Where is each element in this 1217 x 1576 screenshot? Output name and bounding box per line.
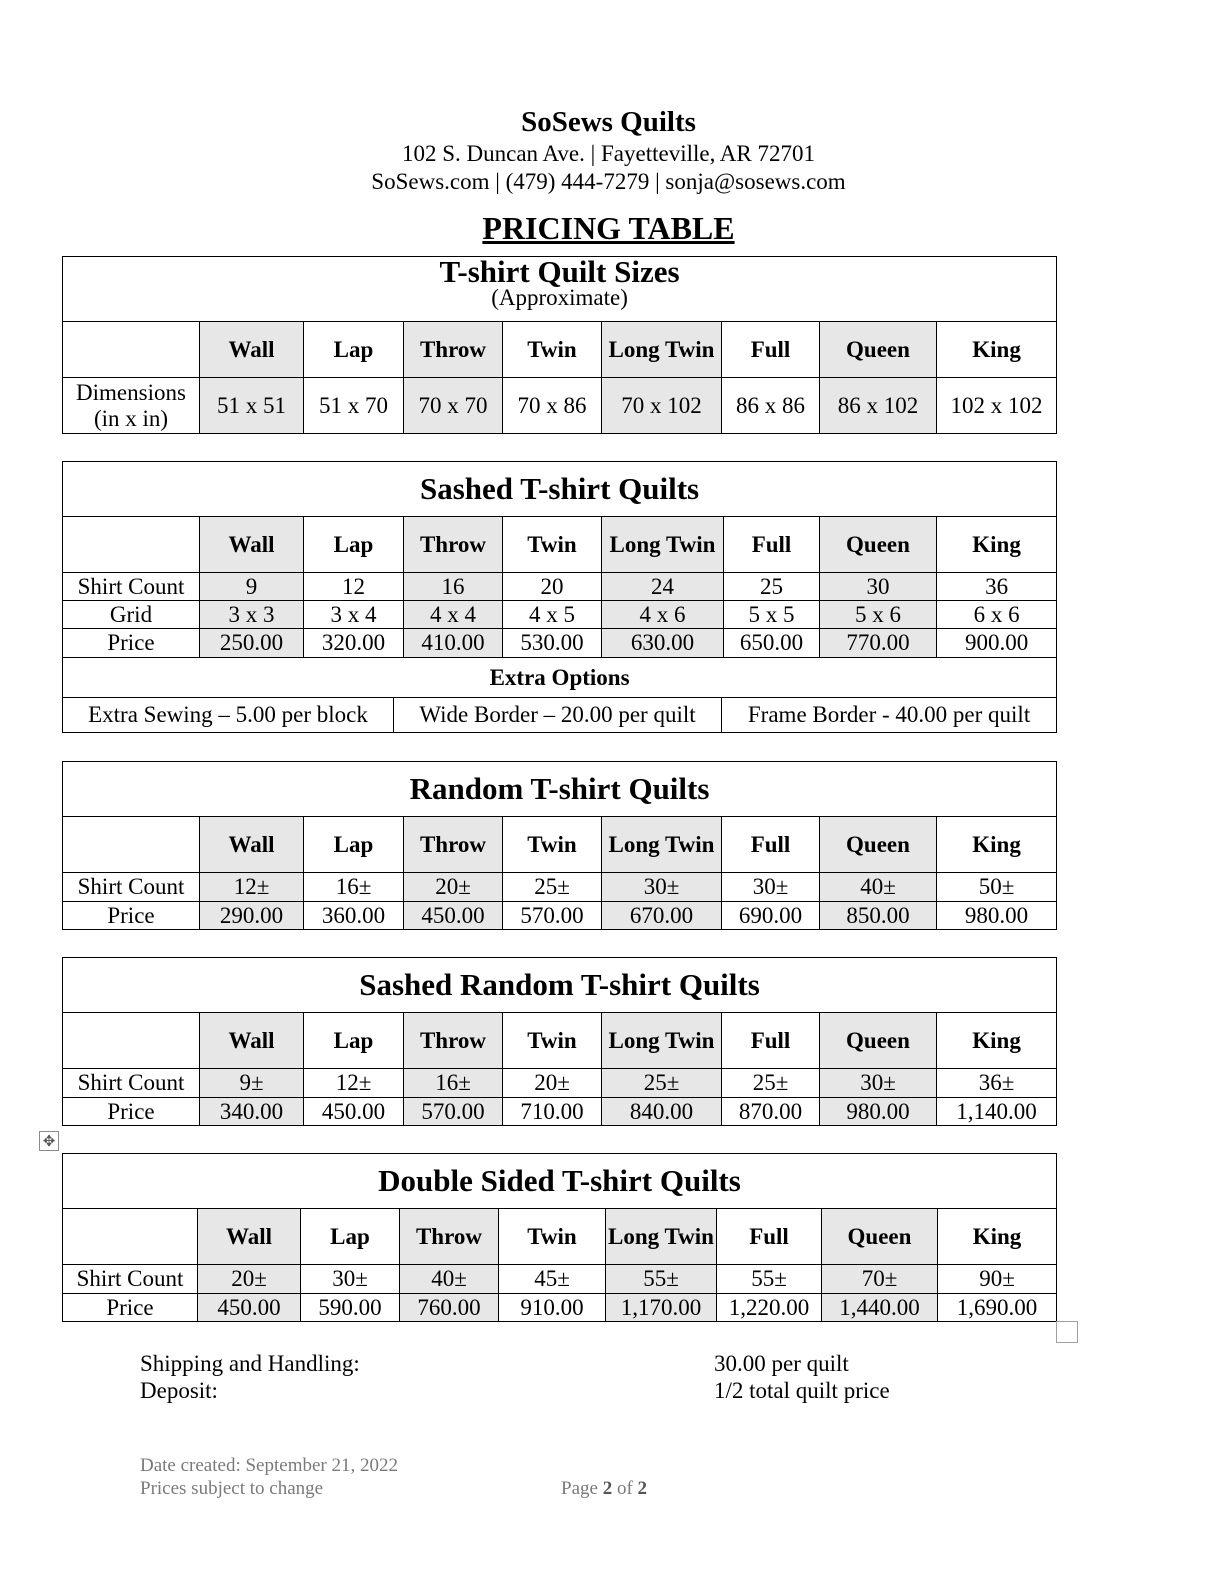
table-cell: 690.00	[722, 902, 820, 930]
page-current: 2	[602, 1478, 613, 1499]
table-cell: 25±	[602, 1069, 722, 1098]
row-label: Price	[63, 629, 200, 658]
row-label: Shirt Count	[63, 1265, 198, 1294]
column-header: King	[937, 1013, 1057, 1069]
table-cell: 36	[937, 573, 1057, 601]
table-cell: 30±	[820, 1069, 937, 1098]
table-cell: 40±	[820, 873, 937, 902]
corner-cell	[63, 517, 200, 573]
column-header: Throw	[404, 1013, 503, 1069]
column-header: Twin	[503, 817, 602, 873]
table-cell: 870.00	[722, 1098, 820, 1126]
sashed-table	[62, 461, 1057, 733]
table-cell: 16	[404, 573, 503, 601]
table-cell: 3 x 4	[304, 601, 404, 629]
table-cell: 980.00	[937, 902, 1057, 930]
column-header: Throw	[404, 322, 503, 378]
table-cell: 51 x 70	[304, 378, 404, 434]
table-cell: 24	[602, 573, 724, 601]
column-header: Queen	[820, 517, 937, 573]
page-number	[561, 1477, 647, 1501]
double-sided-table-title: Double Sided T-shirt Quilts	[63, 1154, 1057, 1209]
table-cell: 20±	[198, 1265, 301, 1294]
business-contact: SoSews.com | (479) 444-7279 | sonja@sosews.com	[371, 169, 846, 194]
business-address: 102 S. Duncan Ave. | Fayetteville, AR 72701	[401, 141, 816, 166]
table-cell: 20±	[404, 873, 503, 902]
table-cell: 1,690.00	[938, 1294, 1057, 1322]
table-cell: 25	[724, 573, 820, 601]
column-header: Wall	[198, 1209, 301, 1265]
table-cell: 450.00	[198, 1294, 301, 1322]
column-header: Throw	[404, 517, 503, 573]
table-cell: 70 x 70	[404, 378, 503, 434]
table-cell: 9	[200, 573, 304, 601]
table-cell: 45±	[499, 1265, 606, 1294]
table-cell: 4 x 6	[602, 601, 724, 629]
table-cell: 70±	[822, 1265, 938, 1294]
table-cell: 86 x 86	[722, 378, 820, 434]
table-cell: 670.00	[602, 902, 722, 930]
extra-option: Frame Border - 40.00 per quilt	[722, 698, 1057, 733]
table-cell: 50±	[937, 873, 1057, 902]
table-cell: 360.00	[304, 902, 404, 930]
sashed-random-table-title: Sashed Random T-shirt Quilts	[63, 958, 1057, 1013]
column-header: Lap	[304, 1013, 404, 1069]
table-cell: 3 x 3	[200, 601, 304, 629]
table-cell: 530.00	[503, 629, 602, 658]
move-arrows-icon[interactable]: ✥	[39, 1131, 59, 1151]
corner-cell	[63, 817, 200, 873]
table-cell: 5 x 5	[724, 601, 820, 629]
table-cell: 30±	[602, 873, 722, 902]
table-cell: 1,140.00	[937, 1098, 1057, 1126]
column-header: Full	[717, 1209, 822, 1265]
extra-options-title: Extra Options	[63, 658, 1057, 698]
column-header: Wall	[200, 517, 304, 573]
table-cell: 760.00	[400, 1294, 499, 1322]
table-cell: 450.00	[304, 1098, 404, 1126]
deposit-label: Deposit:	[140, 1378, 218, 1403]
table-cell: 12±	[200, 873, 304, 902]
page-word: Page	[561, 1478, 598, 1499]
row-label: Price	[63, 902, 200, 930]
table-cell: 12	[304, 573, 404, 601]
table-cell: 570.00	[404, 1098, 503, 1126]
column-header: Long Twin	[602, 322, 722, 378]
table-cell: 12±	[304, 1069, 404, 1098]
column-header: King	[937, 322, 1057, 378]
table-cell: 20	[503, 573, 602, 601]
random-table-title: Random T-shirt Quilts	[63, 762, 1057, 817]
table-cell: 90±	[938, 1265, 1057, 1294]
table-cell: 320.00	[304, 629, 404, 658]
business-name: SoSews Quilts	[521, 106, 696, 138]
column-header: Queen	[820, 1013, 937, 1069]
column-header: Full	[722, 1013, 820, 1069]
table-cell: 30±	[722, 873, 820, 902]
deposit-value: 1/2 total quilt price	[714, 1378, 890, 1403]
extra-option: Wide Border – 20.00 per quilt	[394, 698, 722, 733]
sizes-subtitle: (Approximate)	[491, 285, 628, 310]
table-cell: 55±	[717, 1265, 822, 1294]
sizes-table	[62, 256, 1057, 434]
column-header: Lap	[304, 817, 404, 873]
page-title: PRICING TABLE	[482, 210, 735, 246]
column-header: Long Twin	[602, 817, 722, 873]
column-header: Full	[722, 817, 820, 873]
table-cell: 25±	[503, 873, 602, 902]
row-label: Price	[63, 1294, 198, 1322]
corner-cell	[63, 1209, 198, 1265]
column-header: Full	[722, 322, 820, 378]
table-cell: 850.00	[820, 902, 937, 930]
table-cell: 51 x 51	[200, 378, 304, 434]
table-cell: 40±	[400, 1265, 499, 1294]
table-cell: 5 x 6	[820, 601, 937, 629]
table-cell: 570.00	[503, 902, 602, 930]
shipping-label: Shipping and Handling:	[140, 1351, 360, 1376]
sizes-title-text: T-shirt Quilt Sizes	[439, 256, 680, 289]
table-cell: 1,440.00	[822, 1294, 938, 1322]
row-label: Shirt Count	[63, 573, 200, 601]
sashed-table-title: Sashed T-shirt Quilts	[63, 462, 1057, 517]
table-cell: 590.00	[301, 1294, 400, 1322]
column-header: Throw	[400, 1209, 499, 1265]
column-header: Lap	[304, 322, 404, 378]
table-cell: 6 x 6	[937, 601, 1057, 629]
table-cell: 900.00	[937, 629, 1057, 658]
corner-cell	[63, 1013, 200, 1069]
date-created: Date created: September 21, 2022	[140, 1455, 398, 1476]
column-header: Wall	[200, 1013, 304, 1069]
table-cell: 290.00	[200, 902, 304, 930]
table-cell: 16±	[404, 1069, 503, 1098]
table-cell: 70 x 102	[602, 378, 722, 434]
column-header: Twin	[503, 322, 602, 378]
table-cell: 450.00	[404, 902, 503, 930]
column-header: King	[937, 817, 1057, 873]
extra-option: Extra Sewing – 5.00 per block	[63, 698, 394, 733]
table-cell: 30	[820, 573, 937, 601]
shipping-value: 30.00 per quilt	[714, 1351, 849, 1376]
table-cell: 4 x 4	[404, 601, 503, 629]
table-cell: 840.00	[602, 1098, 722, 1126]
resize-square-icon[interactable]	[1056, 1321, 1078, 1343]
column-header: Lap	[301, 1209, 400, 1265]
table-cell: 250.00	[200, 629, 304, 658]
table-cell: 25±	[722, 1069, 820, 1098]
table-cell: 16±	[304, 873, 404, 902]
column-header: Queen	[820, 817, 937, 873]
page-total: 2	[637, 1478, 648, 1499]
table-cell: 70 x 86	[503, 378, 602, 434]
row-label: Shirt Count	[63, 1069, 200, 1098]
row-label: Grid	[63, 601, 200, 629]
column-header: King	[937, 517, 1057, 573]
table-cell: 102 x 102	[937, 378, 1057, 434]
column-header: Twin	[503, 1013, 602, 1069]
table-cell: 30±	[301, 1265, 400, 1294]
column-header: King	[938, 1209, 1057, 1265]
column-header: Long Twin	[606, 1209, 717, 1265]
double-sided-table	[62, 1153, 1057, 1322]
row-label: Dimensions (in x in)	[63, 378, 200, 434]
column-header: Lap	[304, 517, 404, 573]
table-cell: 20±	[503, 1069, 602, 1098]
table-cell: 9±	[200, 1069, 304, 1098]
column-header: Long Twin	[602, 1013, 722, 1069]
table-cell: 55±	[606, 1265, 717, 1294]
corner-cell	[63, 322, 200, 378]
table-cell: 4 x 5	[503, 601, 602, 629]
column-header: Wall	[200, 817, 304, 873]
row-label: Shirt Count	[63, 873, 200, 902]
table-cell: 36±	[937, 1069, 1057, 1098]
column-header: Throw	[404, 817, 503, 873]
table-cell: 980.00	[820, 1098, 937, 1126]
table-cell: 1,220.00	[717, 1294, 822, 1322]
table-cell: 1,170.00	[606, 1294, 717, 1322]
row-label: Price	[63, 1098, 200, 1126]
table-cell: 410.00	[404, 629, 503, 658]
column-header: Wall	[200, 322, 304, 378]
table-cell: 340.00	[200, 1098, 304, 1126]
table-cell: 710.00	[503, 1098, 602, 1126]
column-header: Queen	[820, 322, 937, 378]
column-header: Queen	[822, 1209, 938, 1265]
table-cell: 630.00	[602, 629, 724, 658]
page-of: of	[616, 1478, 633, 1499]
table-cell: 770.00	[820, 629, 937, 658]
column-header: Long Twin	[602, 517, 724, 573]
table-cell: 650.00	[724, 629, 820, 658]
random-table	[62, 761, 1057, 930]
table-cell: 910.00	[499, 1294, 606, 1322]
prices-note: Prices subject to change	[140, 1478, 324, 1499]
sizes-table-title	[63, 257, 1057, 322]
table-cell: 86 x 102	[820, 378, 937, 434]
sashed-random-table	[62, 957, 1057, 1126]
column-header: Twin	[503, 517, 602, 573]
column-header: Twin	[499, 1209, 606, 1265]
column-header: Full	[724, 517, 820, 573]
